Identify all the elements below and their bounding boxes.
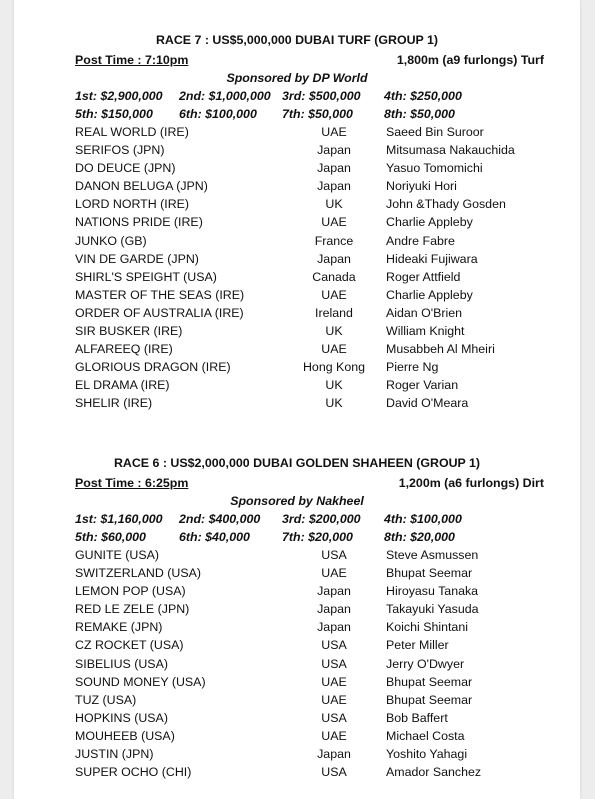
horse-country: UAE bbox=[321, 674, 347, 689]
horse-name: LORD NORTH (IRE) bbox=[75, 197, 190, 212]
trainer-name: Michael Costa bbox=[386, 728, 465, 743]
horse-name: DANON BELUGA (JPN) bbox=[75, 179, 208, 194]
trainer-name: Saeed Bin Suroor bbox=[386, 125, 484, 139]
prize-money: 4th: $100,000 bbox=[384, 512, 462, 526]
horse-country: UAE bbox=[321, 728, 347, 743]
horse-name: TUZ (USA) bbox=[75, 692, 137, 707]
horse-country: USA bbox=[321, 548, 347, 562]
horse-country: Ireland bbox=[315, 305, 353, 320]
horse-name: CZ ROCKET (USA) bbox=[75, 638, 184, 653]
prize-money: 7th: $20,000 bbox=[282, 530, 353, 544]
entry-row bbox=[14, 764, 580, 782]
trainer-name: Charlie Appleby bbox=[386, 287, 473, 302]
trainer-name: Bhupat Seemar bbox=[386, 692, 473, 707]
horse-country: UK bbox=[325, 197, 343, 212]
prize-money: 3rd: $200,000 bbox=[282, 512, 361, 526]
horse-name: SHELIR (IRE) bbox=[75, 396, 153, 411]
trainer-name: Takayuki Yasuda bbox=[386, 602, 479, 617]
race-title: RACE 7 : US$5,000,000 DUBAI TURF (GROUP 1) bbox=[155, 33, 439, 47]
post-time: Post Time : 7:10pm bbox=[75, 53, 189, 67]
entry-row bbox=[14, 710, 580, 728]
trainer-name: Andre Fabre bbox=[386, 233, 455, 248]
prize-money: 2nd: $1,000,000 bbox=[179, 89, 271, 103]
horse-name: RED LE ZELE (JPN) bbox=[75, 602, 190, 617]
entry-row bbox=[14, 565, 580, 583]
entry-row bbox=[14, 323, 580, 341]
horse-name: JUSTIN (JPN) bbox=[75, 747, 154, 762]
prize-money: 5th: $150,000 bbox=[75, 107, 153, 121]
trainer-name: Roger Attfield bbox=[386, 269, 461, 284]
horse-country: Japan bbox=[317, 584, 351, 599]
sponsor-line: Sponsored by Nakheel bbox=[230, 494, 364, 508]
post-time: Post Time : 6:25pm bbox=[75, 476, 189, 490]
horse-name: SERIFOS (JPN) bbox=[75, 143, 165, 158]
prize-money: 3rd: $500,000 bbox=[282, 89, 361, 103]
entry-row bbox=[14, 178, 580, 196]
horse-name: SOUND MONEY (USA) bbox=[75, 674, 206, 689]
horse-name: SIBELIUS (USA) bbox=[75, 656, 168, 671]
horse-name: NATIONS PRIDE (IRE) bbox=[75, 215, 203, 230]
horse-name: ALFAREEQ (IRE) bbox=[75, 342, 173, 357]
horse-name: LEMON POP (USA) bbox=[75, 584, 186, 599]
horse-country: UK bbox=[325, 378, 343, 393]
prize-money: 5th: $60,000 bbox=[75, 530, 146, 544]
horse-name: REMAKE (JPN) bbox=[75, 620, 163, 635]
entry-row bbox=[14, 395, 580, 413]
entry-row bbox=[14, 287, 580, 305]
trainer-name: Hiroyasu Tanaka bbox=[386, 584, 479, 599]
entry-row bbox=[14, 746, 580, 764]
horse-country: USA bbox=[321, 710, 347, 725]
horse-country: UAE bbox=[321, 125, 347, 139]
horse-country: Japan bbox=[317, 251, 351, 266]
sponsor-line: Sponsored by DP World bbox=[226, 71, 368, 85]
horse-country: UAE bbox=[321, 342, 347, 357]
entry-row bbox=[14, 196, 580, 214]
horse-country: Canada bbox=[312, 269, 356, 284]
entry-row bbox=[14, 341, 580, 359]
trainer-name: Bhupat Seemar bbox=[386, 566, 473, 581]
trainer-name: Steve Asmussen bbox=[386, 548, 479, 562]
entry-row bbox=[14, 251, 580, 269]
trainer-name: Jerry O'Dwyer bbox=[386, 656, 465, 671]
horse-country: UAE bbox=[321, 287, 347, 302]
horse-country: UAE bbox=[321, 566, 347, 581]
entry-row bbox=[14, 637, 580, 655]
prize-money: 7th: $50,000 bbox=[282, 107, 353, 121]
horse-country: USA bbox=[321, 638, 347, 653]
trainer-name: Koichi Shintani bbox=[386, 620, 468, 635]
horse-country: UK bbox=[325, 324, 343, 339]
horse-country: Japan bbox=[317, 747, 351, 762]
horse-name: REAL WORLD (IRE) bbox=[75, 125, 189, 139]
race-distance: 1,200m (a6 furlongs) Dirt bbox=[398, 476, 544, 490]
horse-name: VIN DE GARDE (JPN) bbox=[75, 251, 199, 266]
horse-country: USA bbox=[321, 765, 347, 780]
prize-money: 6th: $40,000 bbox=[179, 530, 250, 544]
trainer-name: Pierre Ng bbox=[386, 360, 439, 375]
trainer-name: William Knight bbox=[386, 324, 465, 339]
trainer-name: Yoshito Yahagi bbox=[386, 747, 468, 762]
entry-row bbox=[14, 674, 580, 692]
horse-name: HOPKINS (USA) bbox=[75, 710, 168, 725]
race-title: RACE 6 : US$2,000,000 DUBAI GOLDEN SHAHEEN (GROUP 1) bbox=[113, 456, 481, 470]
entry-list bbox=[14, 124, 580, 414]
trainer-name: Bhupat Seemar bbox=[386, 674, 473, 689]
entry-row bbox=[14, 233, 580, 251]
horse-country: USA bbox=[321, 656, 347, 671]
entry-row bbox=[14, 601, 580, 619]
horse-name: DO DEUCE (JPN) bbox=[75, 161, 176, 176]
trainer-name: David O'Meara bbox=[386, 396, 469, 411]
trainer-name: Roger Varian bbox=[386, 378, 459, 393]
horse-name: SWITZERLAND (USA) bbox=[75, 566, 201, 581]
race-distance: 1,800m (a9 furlongs) Turf bbox=[396, 53, 544, 67]
trainer-name: Mitsumasa Nakauchida bbox=[386, 143, 515, 158]
document-page bbox=[14, 0, 580, 799]
horse-name: MOUHEEB (USA) bbox=[75, 728, 175, 743]
prize-money: 8th: $20,000 bbox=[384, 530, 455, 544]
horse-country: Hong Kong bbox=[302, 360, 365, 375]
horse-country: Japan bbox=[317, 143, 351, 158]
trainer-name: Amador Sanchez bbox=[386, 765, 482, 780]
trainer-name: Musabbeh Al Mheiri bbox=[386, 342, 495, 357]
prize-money: 4th: $250,000 bbox=[384, 89, 462, 103]
prize-money: 6th: $100,000 bbox=[179, 107, 257, 121]
prize-money: 1st: $2,900,000 bbox=[75, 89, 163, 103]
horse-name: SUPER OCHO (CHI) bbox=[75, 765, 192, 780]
prize-money: 8th: $50,000 bbox=[384, 107, 455, 121]
entry-row bbox=[14, 160, 580, 178]
horse-country: UAE bbox=[321, 692, 347, 707]
entry-row bbox=[14, 692, 580, 710]
trainer-name: Noriyuki Hori bbox=[386, 179, 457, 194]
entry-row bbox=[14, 377, 580, 395]
horse-name: ORDER OF AUSTRALIA (IRE) bbox=[75, 305, 244, 320]
horse-country: Japan bbox=[317, 620, 351, 635]
trainer-name: Yasuo Tomomichi bbox=[386, 161, 483, 176]
horse-name: SIR BUSKER (IRE) bbox=[75, 324, 183, 339]
horse-name: EL DRAMA (IRE) bbox=[75, 378, 170, 393]
horse-name: SHIRL'S SPEIGHT (USA) bbox=[75, 269, 217, 284]
horse-country: Japan bbox=[317, 602, 351, 617]
horse-country: UAE bbox=[321, 215, 347, 230]
horse-country: UK bbox=[325, 396, 343, 411]
trainer-name: Charlie Appleby bbox=[386, 215, 473, 230]
horse-name: GLORIOUS DRAGON (IRE) bbox=[75, 360, 231, 375]
entry-row bbox=[14, 142, 580, 160]
trainer-name: Peter Miller bbox=[386, 638, 449, 653]
prize-money: 2nd: $400,000 bbox=[179, 512, 261, 526]
entry-row bbox=[14, 656, 580, 674]
trainer-name: Bob Baffert bbox=[386, 710, 448, 725]
entry-row bbox=[14, 728, 580, 746]
horse-country: France bbox=[314, 233, 354, 248]
entry-row bbox=[14, 214, 580, 232]
horse-name: JUNKO (GB) bbox=[75, 233, 147, 248]
entry-row bbox=[14, 124, 580, 142]
horse-country: Japan bbox=[317, 179, 351, 194]
entry-row bbox=[14, 359, 580, 377]
entry-row bbox=[14, 583, 580, 601]
horse-name: GUNITE (USA) bbox=[75, 548, 159, 562]
entry-row bbox=[14, 619, 580, 637]
horse-name: MASTER OF THE SEAS (IRE) bbox=[75, 287, 245, 302]
entry-list bbox=[14, 547, 580, 782]
prize-money: 1st: $1,160,000 bbox=[75, 512, 163, 526]
entry-row bbox=[14, 305, 580, 323]
entry-row bbox=[14, 269, 580, 287]
entry-row bbox=[14, 547, 580, 565]
trainer-name: Hideaki Fujiwara bbox=[386, 251, 478, 266]
horse-country: Japan bbox=[317, 161, 351, 176]
trainer-name: John &Thady Gosden bbox=[386, 197, 506, 212]
trainer-name: Aidan O'Brien bbox=[386, 305, 463, 320]
